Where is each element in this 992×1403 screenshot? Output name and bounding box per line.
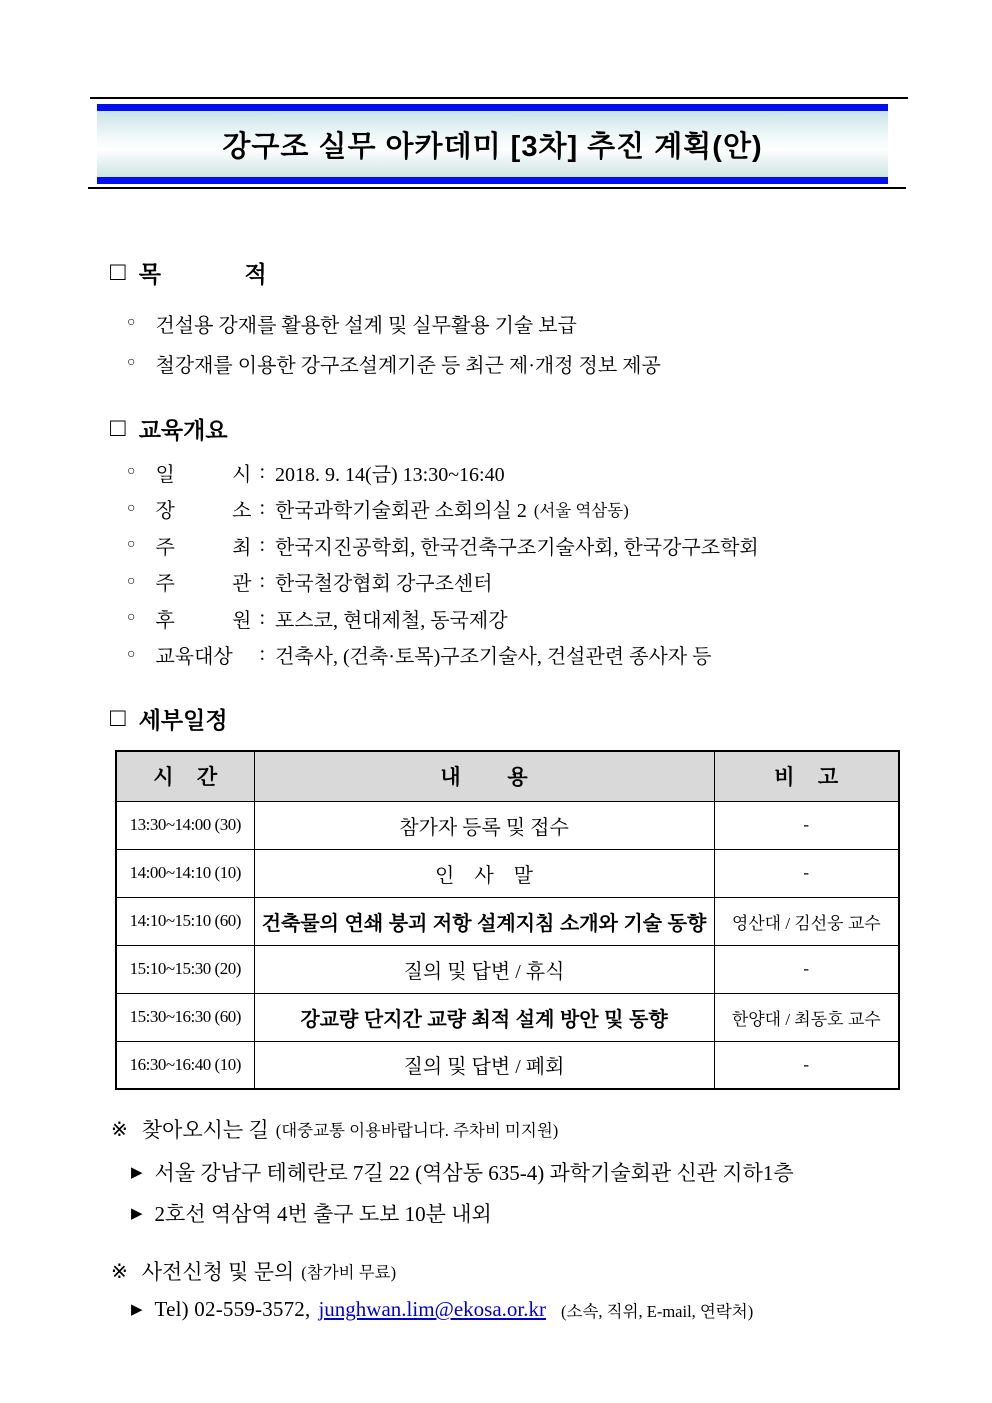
arrow-bullet-icon: ▶ (131, 1205, 143, 1222)
square-bullet-icon: □ (110, 255, 126, 286)
arrow-bullet-icon: ▶ (131, 1302, 143, 1318)
circle-bullet-icon: ○ (127, 500, 136, 516)
time-cell: 14:00~14:10 (10) (116, 849, 254, 897)
purpose-heading-label: 목 적 (138, 261, 267, 287)
contact-fields-small: (소속, 직위, E-mail, 연락처) (561, 1301, 754, 1321)
circle-bullet-icon: ○ (127, 573, 136, 589)
directions-note (111, 1114, 558, 1144)
circle-bullet-icon: ○ (127, 464, 136, 480)
registration-title: 사전신청 및 문의 (141, 1260, 295, 1284)
time-cell: 15:30~16:30 (60) (116, 993, 254, 1041)
circle-bullet-icon: ○ (127, 537, 136, 553)
arrow-bullet-icon: ▶ (131, 1164, 143, 1181)
overview-value: 한국지진공학회, 한국건축구조기술사회, 한국강구조학회 (275, 536, 759, 559)
list-item (127, 600, 759, 637)
circle-bullet-icon: ○ (127, 315, 136, 330)
overview-value: 건축사, (건축·토목)구조기술사, 건설관련 종사자 등 (275, 646, 712, 669)
reference-mark-icon: ※ (111, 1118, 128, 1141)
circle-bullet-icon: ○ (127, 355, 136, 370)
note-cell: - (714, 1041, 899, 1089)
overview-value: 한국철강협회 강구조센터 (275, 573, 493, 596)
bottom-rule (88, 187, 906, 189)
table-header-row (116, 751, 899, 801)
note-cell: - (714, 849, 899, 897)
label-separator: : (259, 533, 266, 556)
subway-text: 2호선 역삼역 4번 출구 도보 10분 내외 (154, 1202, 492, 1226)
label-separator: : (259, 643, 266, 666)
circle-bullet-icon: ○ (127, 610, 136, 626)
reference-mark-icon: ※ (111, 1260, 128, 1283)
title-banner (97, 104, 888, 184)
directions-item (131, 1198, 492, 1228)
overview-label: 주 최 (155, 536, 252, 559)
note-cell: 영산대 / 김선웅 교수 (714, 897, 899, 945)
table-row (116, 801, 899, 849)
overview-label: 후 원 (155, 609, 252, 632)
col-header-time: 시 간 (116, 751, 254, 801)
phone-number: Tel) 02-559-3572, (154, 1297, 311, 1321)
content-cell: 질의 및 답변 / 폐회 (254, 1041, 714, 1089)
overview-heading-label: 교육개요 (138, 417, 228, 443)
square-bullet-icon: □ (110, 411, 126, 442)
label-separator: : (259, 497, 266, 520)
time-cell: 16:30~16:40 (10) (116, 1041, 254, 1089)
time-cell: 15:10~15:30 (20) (116, 945, 254, 993)
purpose-item-text: 철강재를 이용한 강구조설계기준 등 최근 제·개정 정보 제공 (155, 354, 661, 377)
content-cell: 질의 및 답변 / 휴식 (254, 945, 714, 993)
table-row (116, 945, 899, 993)
overview-list (127, 454, 759, 673)
registration-small: (참가비 무료) (301, 1263, 397, 1282)
table-row (116, 1041, 899, 1089)
overview-value-small: (서울 역삼동) (533, 500, 629, 520)
contact-line (131, 1297, 753, 1322)
table-row (116, 897, 899, 945)
purpose-heading (110, 256, 267, 289)
directions-small: (대중교통 이용바랍니다. 주차비 미지원) (275, 1121, 559, 1140)
list-item (127, 527, 759, 564)
label-separator: : (259, 606, 266, 629)
square-bullet-icon: □ (110, 701, 126, 732)
schedule-table (115, 750, 900, 1090)
overview-label: 교육대상 (155, 646, 233, 669)
overview-value: 한국과학기술회관 소회의실 2 (275, 500, 527, 523)
overview-label: 일 시 (155, 463, 252, 486)
col-header-note: 비 고 (714, 751, 899, 801)
note-cell: - (714, 945, 899, 993)
page-title: 강구조 실무 아카데미 [3차] 추진 계획(안) (222, 130, 763, 163)
list-item (127, 343, 661, 383)
overview-heading (110, 412, 228, 445)
overview-value: 포스코, 현대제철, 동국제강 (275, 609, 508, 632)
note-cell: 한양대 / 최동호 교수 (714, 993, 899, 1041)
time-cell: 14:10~15:10 (60) (116, 897, 254, 945)
col-header-content: 내 용 (254, 751, 714, 801)
purpose-list (127, 303, 661, 383)
list-item (127, 637, 759, 674)
list-item (127, 303, 661, 343)
time-cell: 13:30~14:00 (30) (116, 801, 254, 849)
address-text: 서울 강남구 테헤란로 7길 22 (역삼동 635-4) 과학기술회관 신관 지하1층 (154, 1161, 794, 1185)
schedule-heading (110, 702, 228, 735)
list-item (127, 454, 759, 491)
content-cell: 참가자 등록 및 접수 (254, 801, 714, 849)
overview-label: 주 관 (155, 573, 252, 596)
overview-value: 2018. 9. 14(금) 13:30~16:40 (275, 463, 505, 486)
purpose-item-text: 건설용 강재를 활용한 설계 및 실무활용 기술 보급 (155, 314, 577, 337)
list-item (127, 564, 759, 601)
table-row (116, 993, 899, 1041)
directions-title: 찾아오시는 길 (141, 1118, 269, 1142)
content-cell: 인 사 말 (254, 849, 714, 897)
label-separator: : (259, 460, 266, 483)
table-row (116, 849, 899, 897)
note-cell: - (714, 801, 899, 849)
schedule-heading-label: 세부일정 (138, 707, 228, 733)
registration-note (111, 1256, 396, 1286)
list-item (127, 491, 759, 528)
overview-label: 장 소 (155, 500, 252, 523)
label-separator: : (259, 570, 266, 593)
directions-item (131, 1157, 794, 1187)
circle-bullet-icon: ○ (127, 646, 136, 662)
email-link[interactable]: junghwan.lim@ekosa.or.kr (318, 1297, 547, 1321)
content-cell: 강교량 단지간 교량 최적 설계 방안 및 동향 (254, 993, 714, 1041)
top-rule (90, 97, 908, 99)
content-cell: 건축물의 연쇄 붕괴 저항 설계지침 소개와 기술 동향 (254, 897, 714, 945)
